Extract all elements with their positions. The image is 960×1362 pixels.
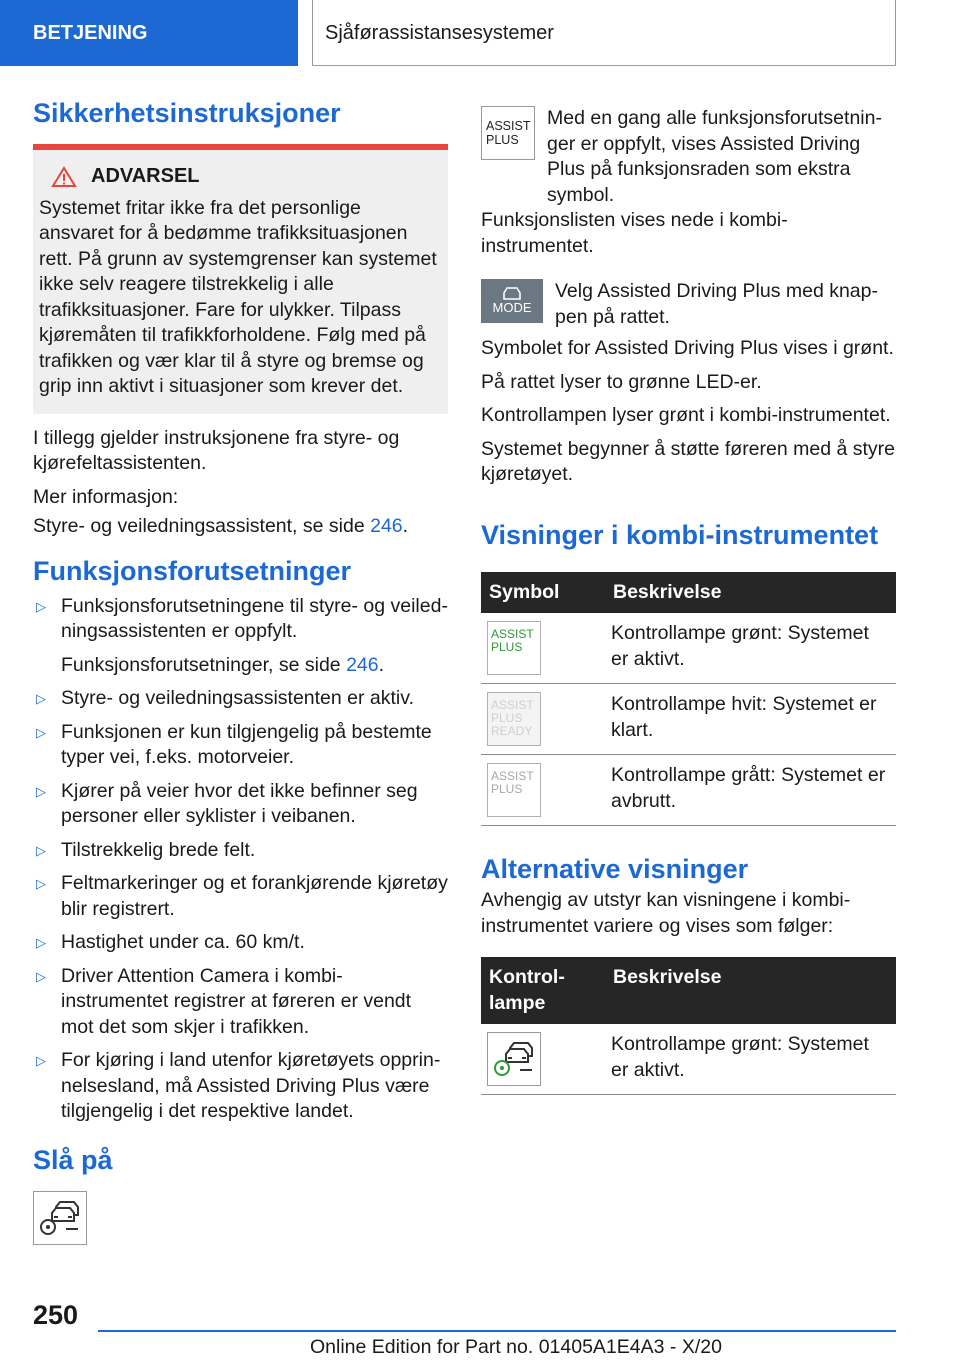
bullet-triangle-icon: ▷: [36, 598, 46, 614]
right-column: [481, 106, 896, 1095]
bullet-triangle-icon: ▷: [36, 935, 46, 950]
warning-triangle-icon: [51, 166, 77, 188]
icon-text: READY: [491, 724, 533, 738]
sub-reference-end: .: [378, 653, 385, 676]
page-number: 250: [33, 1300, 79, 1330]
list-item-text: Styre- og veiledningsassistenten er aktiv.: [61, 687, 414, 709]
car-icon: [501, 287, 523, 301]
sub-reference-text: Funksjonsforutsetninger, se side: [61, 653, 347, 676]
bullet-triangle-icon: ▷: [36, 1053, 46, 1068]
page-header: [0, 0, 960, 66]
footer-divider: [98, 1330, 896, 1332]
page-link-246[interactable]: 246: [370, 515, 403, 537]
list-item: [33, 720, 448, 771]
para-green-symbol: Symbolet for Assisted Driving Plus vises i grønt.: [481, 337, 894, 359]
para-mode: Velg Assisted Driving Plus med knappen på rattet.: [555, 280, 878, 328]
para-also: I tillegg gjelder instruksjonene fra styre- og kjørefeltassistenten.: [33, 426, 400, 474]
para-reference: [33, 514, 448, 540]
symbol-cell: [481, 755, 605, 826]
page-link-246-b[interactable]: 246: [346, 653, 379, 676]
assist-plus-row: [481, 106, 896, 208]
icon-text: ASSIST: [491, 769, 534, 783]
list-item-text: Funksjonen er kun tilgjengelig på bestemte typer vei, f.eks. motorveier.: [61, 720, 432, 768]
list-item: [33, 779, 448, 830]
warning-header: [39, 164, 440, 190]
list-item: [33, 964, 448, 1041]
requirements-list: [33, 594, 448, 1125]
description-cell: Kontrollampe grønt: Systemet er aktivt.: [605, 613, 896, 684]
symbol-cell: [481, 684, 605, 755]
list-item-sub: [61, 653, 448, 679]
list-item-text: Funksjonsforutsetningene til styre- og veiledningsassistenten er oppfylt.: [61, 594, 448, 642]
reference-end: .: [402, 515, 409, 537]
col-header-lamp: Kontrollampe: [481, 957, 605, 1024]
description-cell: Kontrollampe grått: Systemet er avbrutt.: [605, 755, 896, 826]
para-led: På rattet lyser to grønne LED-er.: [481, 370, 762, 393]
list-item-text: Driver Attention Camera i kombi-instrumentet registrer at føreren er vendt mot det som skjer i trafikken.: [61, 964, 412, 1038]
mode-row: [481, 279, 896, 330]
list-item-text: For kjøring i land utenfor kjøretøyets opprinnelsesland, må Assisted Driving Plus være tilgjengelig i det respektive landet.: [61, 1049, 441, 1122]
mode-label: MODE: [492, 300, 532, 315]
table-row: [481, 613, 896, 684]
mode-button-icon: [481, 279, 543, 323]
list-item: [33, 686, 448, 712]
icon-text: ASSIST: [491, 627, 534, 641]
para-assist: Med en gang alle funksjonsforutsetninger er oppfylt, vises Assisted Driving Plus på funksjonsraden som ekstra symbol.: [547, 107, 882, 206]
table-row: [481, 755, 896, 826]
assist-plus-ready-white-icon: [487, 692, 541, 746]
left-column: [33, 96, 448, 1245]
bullet-triangle-icon: ▷: [36, 691, 46, 706]
table-row: [481, 684, 896, 755]
col-header-description: Beskrivelse: [605, 572, 896, 614]
para-function-list: Funksjonslisten vises nede i kombi-instrumentet.: [481, 209, 788, 257]
assist-plus-grey-icon: [487, 763, 541, 817]
heading-function-requirements: Funksjonsforutsetninger: [33, 555, 352, 586]
list-item-text: Kjører på veier hvor det ikke befinner seg personer eller syklister i veibanen.: [61, 779, 418, 827]
list-item-text: Feltmarkeringer og et forankjørende kjøretøy blir registrert.: [61, 872, 448, 920]
table-header-row: [481, 957, 896, 1024]
display-table: [481, 572, 896, 827]
heading-switch-on: Slå på: [33, 1144, 113, 1175]
list-item: [33, 871, 448, 922]
assist-plus-icon: [481, 106, 535, 160]
reference-text: Styre- og veiledningsassistent, se side: [33, 515, 371, 537]
table-header-row: [481, 572, 896, 614]
section-tab: BETJENING: [0, 0, 298, 66]
para-begin: Systemet begynner å støtte føreren med å styre kjøretøyet.: [481, 437, 896, 485]
list-item: [33, 594, 448, 679]
icon-text: PLUS: [491, 782, 523, 796]
steering-assist-button-icon: [33, 1191, 87, 1245]
bullet-triangle-icon: ▷: [36, 783, 46, 799]
warning-box: [33, 144, 448, 414]
bullet-triangle-icon: ▷: [36, 876, 46, 891]
table-row: [481, 1024, 896, 1095]
list-item: [33, 1048, 448, 1125]
list-item-text: Tilstrekkelig brede felt.: [61, 838, 256, 861]
col-header-symbol: Symbol: [481, 572, 605, 614]
col-header-description: Beskrivelse: [605, 957, 896, 1024]
edition-text: Online Edition for Part no. 01405A1E4A3 - X/20: [310, 1336, 722, 1358]
heading-safety: Sikkerhetsinstruksjoner: [33, 98, 341, 128]
icon-text: PLUS: [491, 711, 523, 725]
description-cell: Kontrollampe grønt: Systemet er aktivt.: [605, 1024, 896, 1095]
para-alternative: Avhengig av utstyr kan visningene i kombi-instrumentet variere og vises som følger:: [481, 889, 851, 937]
list-item: [33, 930, 448, 956]
assist-icon-line1: ASSIST: [486, 119, 531, 133]
chapter-title: Sjåførassistansesystemer: [312, 0, 896, 66]
bullet-triangle-icon: ▷: [36, 968, 46, 984]
symbol-cell: [481, 1024, 605, 1095]
warning-text: Systemet fritar ikke fra det personlige ansvaret for å bedømme trafikksituasjonen rett. På grunn av systemgrenser kan systemet ikke selv reagere tilstrekkelig i alle trafikksituasjoner. Fare for ulykker. Tilpass kjøremåten til trafikkforholdene. Følg med på trafikken og vær klar til å styre og bremse og grip inn aktivt i situasjoner som krever det.: [39, 196, 437, 397]
list-item: [33, 838, 448, 864]
alternative-table: [481, 957, 896, 1095]
bullet-triangle-icon: ▷: [36, 724, 46, 740]
heading-alternative: Alternative visninger: [481, 854, 749, 884]
bullet-triangle-icon: ▷: [36, 842, 46, 858]
icon-text: ASSIST: [491, 698, 534, 712]
warning-title: ADVARSEL: [91, 165, 200, 187]
steering-assist-icon: [487, 1032, 541, 1086]
icon-text: PLUS: [491, 640, 523, 654]
list-item-text: Hastighet under ca. 60 km/t.: [61, 931, 305, 953]
assist-icon-line2: PLUS: [486, 133, 519, 147]
para-lamp: Kontrollampen lyser grønt i kombi-instrumentet.: [481, 404, 891, 426]
heading-display: Visninger i kombi-instrumentet: [481, 519, 879, 550]
para-more-info: Mer informasjon:: [33, 485, 179, 508]
assist-plus-green-icon: [487, 621, 541, 675]
description-cell: Kontrollampe hvit: Systemet er klart.: [605, 684, 896, 755]
symbol-cell: [481, 613, 605, 684]
